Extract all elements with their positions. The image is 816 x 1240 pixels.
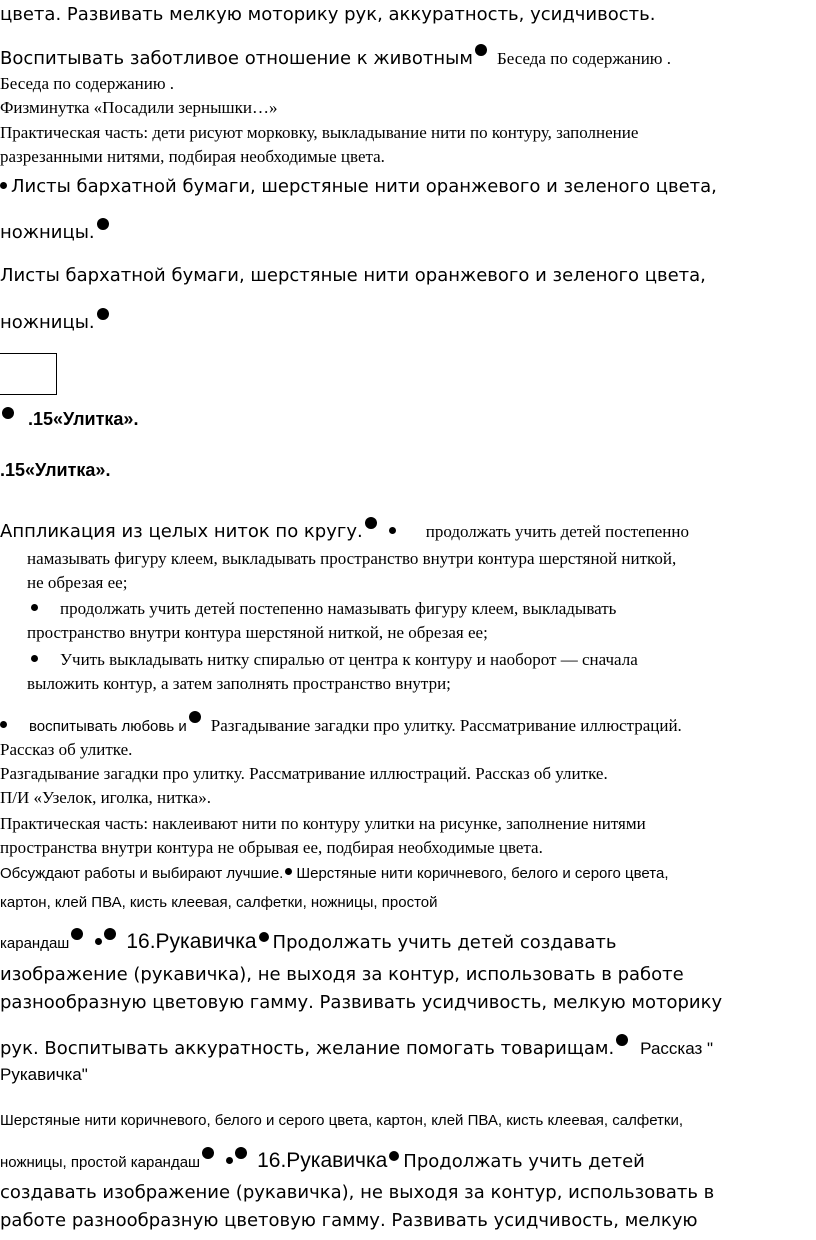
bullet-dot-icon [97, 308, 109, 320]
list-item [27, 599, 616, 619]
text-span: рук. Воспитывать аккуратность, желание помогать товарищам. [0, 1038, 615, 1059]
text-line [0, 1210, 698, 1231]
text-line [0, 123, 816, 143]
bullet-dot-icon [95, 938, 102, 945]
bullet-dot-icon [285, 868, 292, 875]
text-span: разрезанными нитями, подбирая необходимые цвета. [0, 147, 385, 166]
text-line [0, 814, 646, 834]
text-span: разнообразную цветовую гамму. Развивать усидчивость, мелкую моторику [0, 992, 723, 1013]
text-span: пространство внутри контура шерстяной ниткой, не обрезая ее; [27, 623, 488, 642]
bullet-dot-icon [475, 44, 487, 56]
text-line [0, 711, 682, 736]
bullet-dot-icon [226, 1157, 233, 1164]
heading-line [0, 407, 138, 430]
text-span: Практическая часть: наклеивают нити по контуру улитки на рисунке, заполнение нитями [0, 814, 646, 833]
text-span: Рукавичка" [0, 1065, 88, 1084]
bullet-dot-icon [0, 182, 7, 189]
text-span: Беседа по содержанию . [0, 74, 175, 93]
text-line [0, 218, 109, 243]
text-span: ножницы. [0, 312, 95, 333]
text-span: не обрезая ее; [27, 573, 128, 592]
text-span: Обсуждают работы и выбирают лучшие. [0, 865, 284, 882]
text-line [0, 176, 717, 197]
text-span: Рассказ " [640, 1039, 714, 1058]
bullet-dot-icon [616, 1034, 628, 1046]
heading-text: .15«Улитка». [28, 409, 139, 429]
bullet-dot-icon [235, 1147, 247, 1159]
text-line [27, 674, 451, 694]
text-span: продолжать учить детей постепенно [425, 522, 689, 541]
bullet-dot-icon [97, 218, 109, 230]
text-span: воспитывать любовь и [29, 718, 187, 735]
text-line [0, 308, 109, 333]
bullet-dot-icon [202, 1147, 214, 1159]
heading-line [0, 460, 110, 481]
bullet-dot-icon [389, 527, 396, 534]
text-span: Разгадывание загадки про улитку. Рассматривание иллюстраций. Рассказ об улитке. [0, 764, 608, 783]
text-line [0, 1112, 683, 1129]
bullet-dot-icon [71, 928, 83, 940]
text-span: Разгадывание загадки про улитку. Рассматривание иллюстраций. [210, 716, 682, 735]
text-span: продолжать учить детей постепенно намазывать фигуру клеем, выкладывать [60, 599, 617, 618]
text-line [0, 838, 543, 858]
text-span: Воспитывать заботливое отношение к животным [0, 48, 473, 69]
text-span: Листы бархатной бумаги, шерстяные нити оранжевого и зеленого цвета, [11, 176, 717, 197]
text-span: создавать изображение (рукавичка), не выходя за контур, использовать в [0, 1182, 715, 1203]
bullet-dot-icon [259, 932, 269, 942]
text-line [27, 623, 488, 643]
text-span: Шерстяные нити коричневого, белого и серого цвета, картон, клей ПВА, кисть клеевая, салфетки, [0, 1112, 684, 1129]
text-span: ножницы, простой карандаш [0, 1154, 201, 1171]
text-span: Беседа по содержанию . [496, 49, 672, 68]
text-span: Шерстяные нити коричневого, белого и серого цвета, [296, 865, 669, 882]
text-line [0, 788, 211, 808]
bullet-dot-icon [389, 1151, 399, 1161]
bullet-dot-icon [0, 721, 7, 728]
text-span: ножницы. [0, 222, 95, 243]
text-span: Продолжать учить детей [403, 1151, 645, 1172]
text-span: Практическая часть: дети рисуют морковку, выкладывание нити по контуру, заполнение [0, 123, 639, 142]
text-span: пространства внутри контура не обрывая ее, подбирая необходимые цвета. [0, 838, 543, 857]
bullet-dot-icon [365, 517, 377, 529]
text-line [0, 1147, 645, 1173]
text-span: Аппликация из целых ниток по кругу. [0, 521, 363, 542]
text-span: цвета. Развивать мелкую моторику рук, аккуратность, усидчивость. [0, 4, 656, 25]
text-span: намазывать фигуру клеем, выкладывать пространство внутри контура шерстяной ниткой, [27, 549, 677, 568]
text-span: картон, клей ПВА, кисть клеевая, салфетки, ножницы, простой [0, 894, 438, 911]
text-line [0, 1034, 713, 1059]
text-line [0, 265, 706, 286]
text-span: работе разнообразную цветовую гамму. Развивать усидчивость, мелкую [0, 1210, 698, 1231]
text-span: П/И «Узелок, иголка, нитка». [0, 788, 211, 807]
list-item [27, 650, 638, 670]
text-line [0, 764, 608, 784]
heading-text: .15«Улитка». [0, 460, 111, 480]
text-line [0, 992, 722, 1013]
text-line [0, 964, 684, 985]
text-line [0, 4, 655, 25]
text-line [0, 147, 385, 167]
text-span: 16.Рукавичка [126, 930, 257, 953]
text-line [0, 894, 438, 911]
bullet-dot-icon [104, 928, 116, 940]
bullet-dot-icon [189, 711, 201, 723]
text-span: Листы бархатной бумаги, шерстяные нити оранжевого и зеленого цвета, [0, 265, 706, 286]
bullet-dot-icon [2, 407, 14, 419]
empty-frame [0, 353, 57, 395]
text-line [0, 74, 174, 94]
text-span: Физминутка «Посадили зернышки…» [0, 98, 278, 117]
text-line [0, 44, 671, 69]
text-span: карандаш [0, 935, 70, 952]
text-span: выложить контур, а затем заполнять пространство внутри; [27, 674, 451, 693]
text-line [27, 573, 127, 593]
text-span: Продолжать учить детей создавать [272, 932, 617, 953]
text-span: Рассказ об улитке. [0, 740, 133, 759]
text-span: изображение (рукавичка), не выходя за контур, использовать в работе [0, 964, 684, 985]
text-line [0, 98, 278, 118]
bullet-dot-icon [31, 655, 38, 662]
text-line [0, 1182, 714, 1203]
text-line [0, 1065, 88, 1085]
text-line [27, 549, 676, 569]
text-line [0, 865, 669, 882]
text-line [0, 517, 689, 542]
text-line [0, 740, 132, 760]
text-span: 16.Рукавичка [257, 1149, 388, 1172]
text-line [0, 928, 617, 954]
bullet-dot-icon [31, 604, 38, 611]
text-span: Учить выкладывать нитку спиралью от центра к контуру и наоборот — сначала [60, 650, 638, 669]
